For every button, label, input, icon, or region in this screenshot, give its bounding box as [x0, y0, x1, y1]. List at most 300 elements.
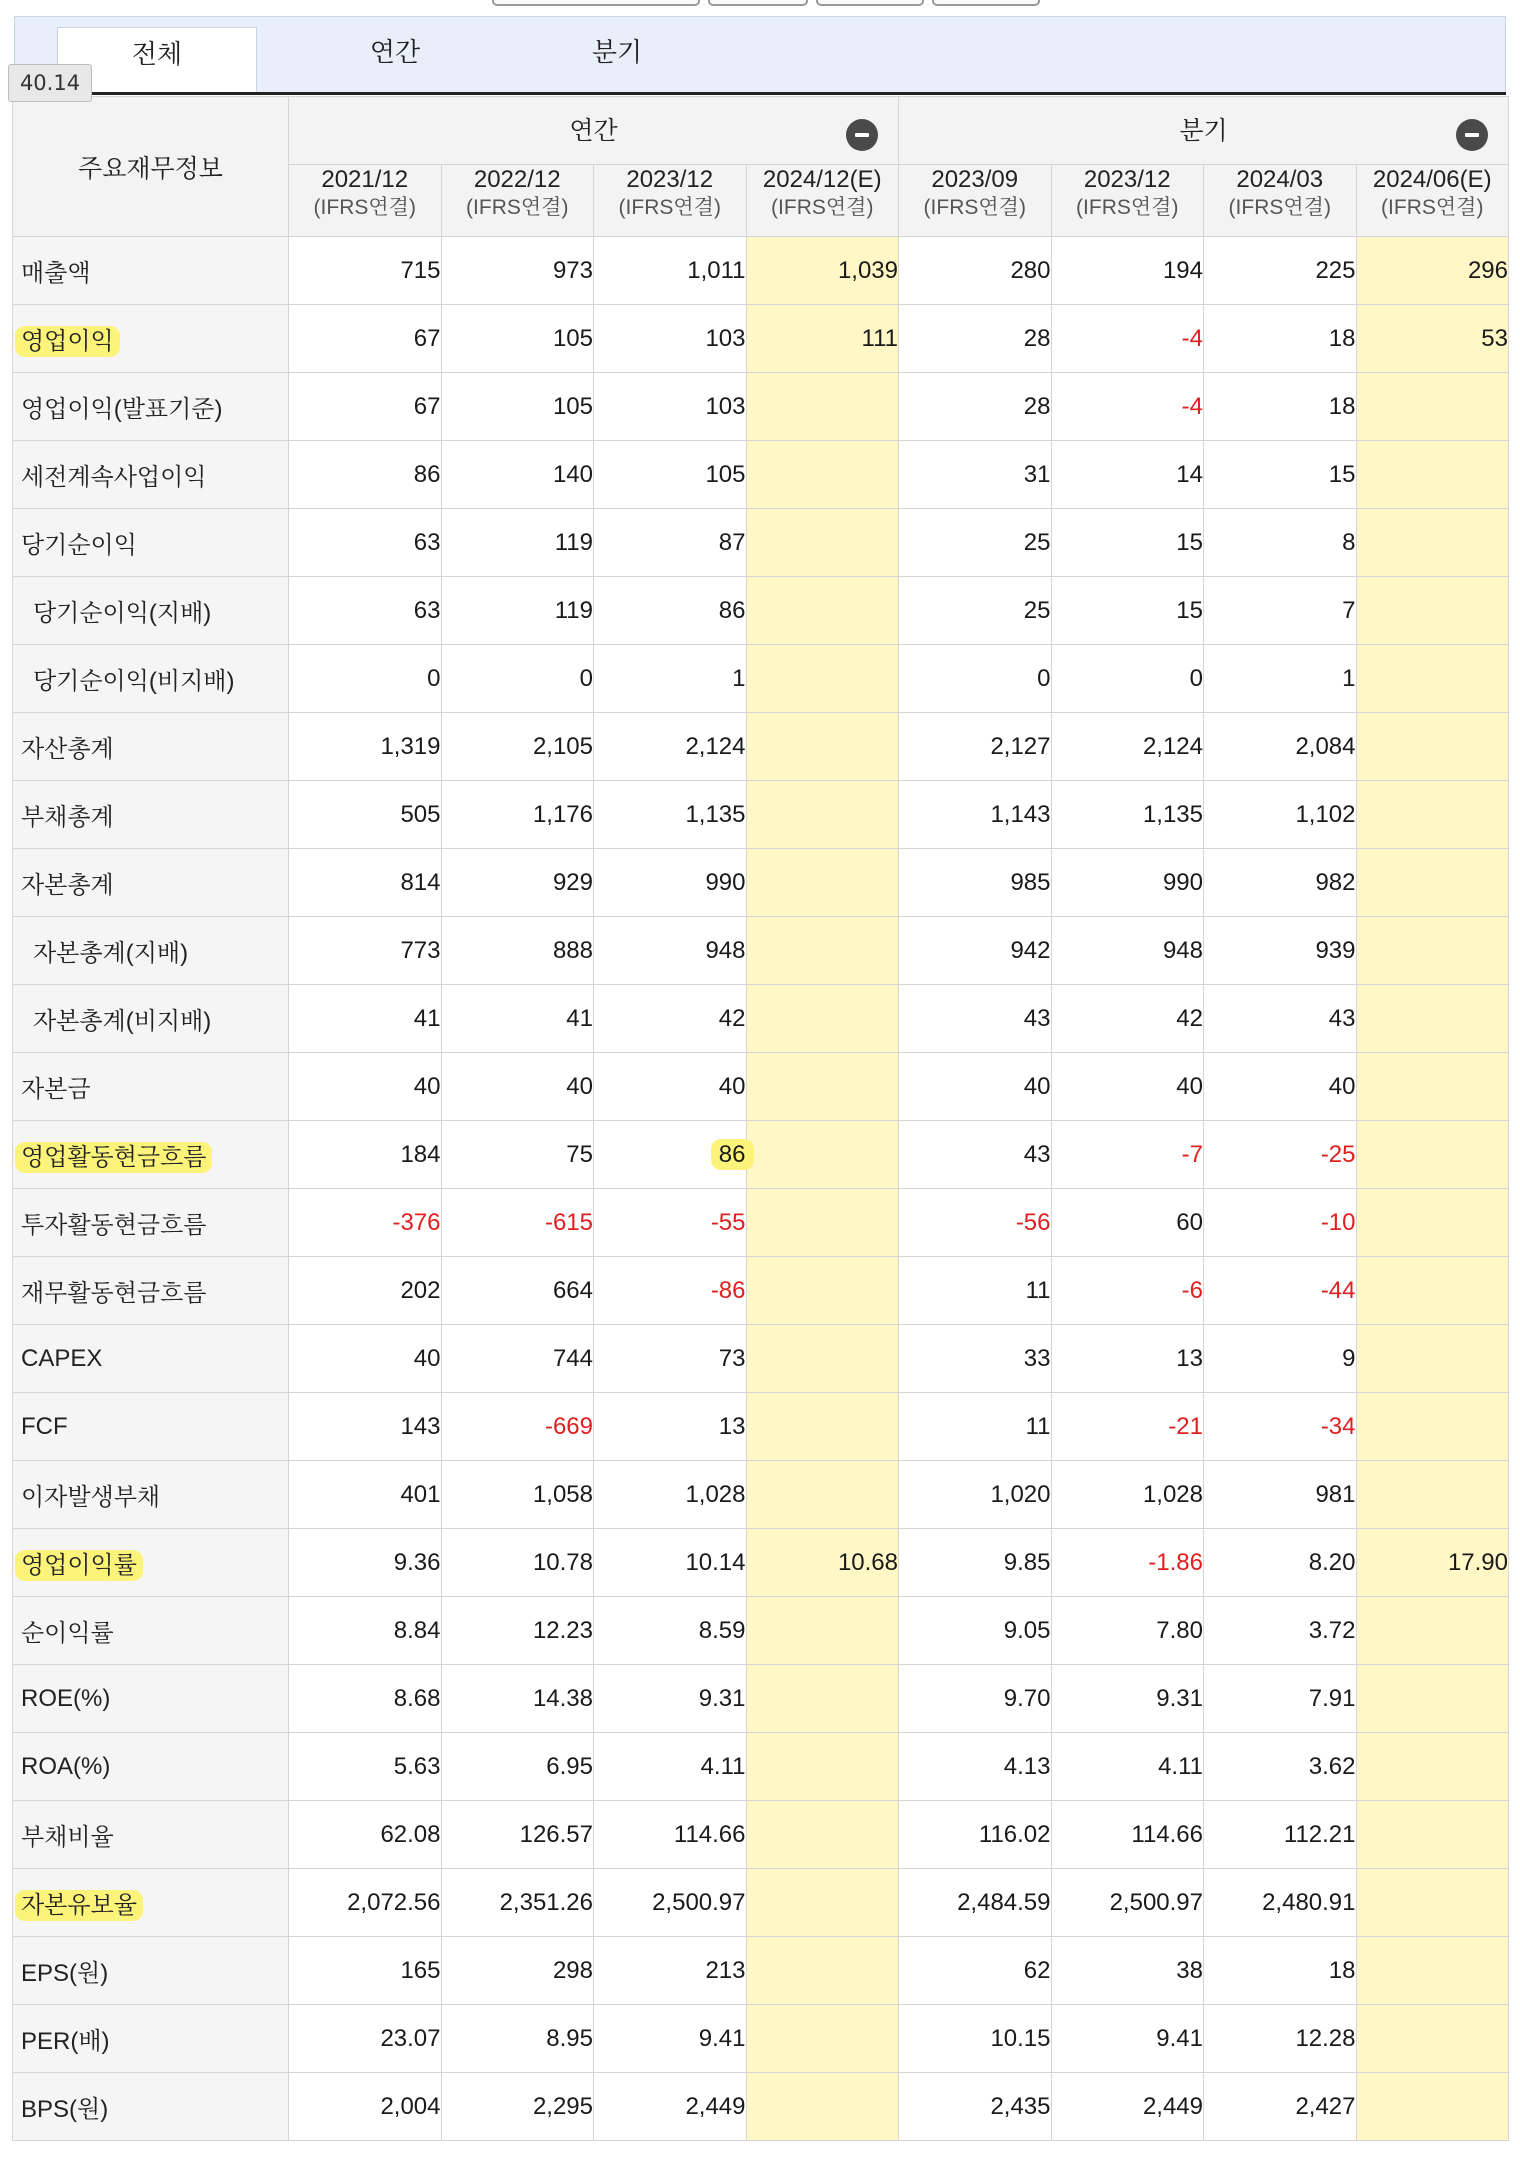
table-cell: [1204, 1121, 1357, 1189]
table-cell: [1051, 509, 1204, 577]
table-cell: [594, 2073, 747, 2141]
table-cell: [441, 1937, 594, 2005]
cell-value: 1,039: [837, 256, 898, 284]
toolbar-button[interactable]: [816, 0, 924, 6]
row-label[interactable]: [13, 1393, 289, 1461]
cell-value: 9.41: [1156, 2024, 1203, 2052]
table-cell: [899, 1937, 1052, 2005]
table-cell: [289, 1529, 442, 1597]
row-label[interactable]: [13, 2073, 289, 2141]
table-cell: [289, 1121, 442, 1189]
table-row: [13, 985, 1509, 1053]
cell-value: 8.20: [1308, 1548, 1356, 1576]
period-label: 2023/09: [931, 166, 1019, 193]
table-cell: [441, 305, 594, 373]
table-cell: [289, 1461, 442, 1529]
cell-value: 715: [400, 256, 441, 284]
cell-value: 773: [400, 936, 441, 964]
cell-value: 2,124: [685, 732, 746, 760]
cell-value: 42: [1176, 1004, 1203, 1032]
cell-value: 40: [566, 1072, 593, 1100]
table-cell: [1051, 1937, 1204, 2005]
row-label[interactable]: [13, 849, 289, 917]
row-label[interactable]: [13, 645, 289, 713]
cell-value: 202: [400, 1276, 441, 1304]
cell-value: 280: [1010, 256, 1051, 284]
table-cell: [289, 1869, 442, 1937]
row-label[interactable]: [13, 917, 289, 985]
table-cell: [1051, 1733, 1204, 1801]
table-cell: [746, 1121, 899, 1189]
table-cell: [594, 781, 747, 849]
table-row: [13, 441, 1509, 509]
table-cell: [594, 1869, 747, 1937]
cell-value: 1,028: [1142, 1480, 1203, 1508]
period-basis: (IFRS연결): [1381, 196, 1484, 219]
table-cell: [441, 1665, 594, 1733]
table-cell: [441, 1325, 594, 1393]
cell-value: 9.85: [1003, 1548, 1051, 1576]
cell-value: 9.05: [1003, 1616, 1051, 1644]
cell-value: 401: [400, 1480, 441, 1508]
table-cell: [289, 849, 442, 917]
row-label[interactable]: [13, 1189, 289, 1257]
cell-value: 112.21: [1283, 1820, 1356, 1848]
table-row: [13, 917, 1509, 985]
table-cell: [1204, 781, 1357, 849]
table-cell: [289, 1801, 442, 1869]
collapse-minus-icon[interactable]: [1456, 119, 1488, 151]
cell-value: 7.91: [1308, 1684, 1356, 1712]
period-label: 2022/12: [473, 166, 561, 193]
cell-value: 973: [552, 256, 593, 284]
cell-value: 990: [1162, 868, 1203, 896]
cell-value: 2,127: [990, 732, 1051, 760]
table-cell: [594, 849, 747, 917]
period-basis: (IFRS연결): [1076, 196, 1179, 219]
toolbar-button[interactable]: [708, 0, 808, 6]
cell-value: 948: [705, 936, 746, 964]
row-label-text: 자본총계(지배): [33, 940, 189, 967]
table-cell: [594, 305, 747, 373]
cell-value: 33: [1023, 1344, 1051, 1372]
cell-value: 86: [413, 460, 441, 488]
table-cell: [1356, 985, 1509, 1053]
row-label-text: 부채비율: [21, 1824, 114, 1851]
cell-value: -86: [710, 1276, 746, 1304]
cell-value: 11: [1025, 1412, 1051, 1440]
table-cell: [746, 1189, 899, 1257]
table-cell: [441, 1053, 594, 1121]
table-row: [13, 1189, 1509, 1257]
row-label-text: 자산총계: [21, 736, 114, 763]
table-cell: [594, 1597, 747, 1665]
cell-value: 14: [1176, 460, 1203, 488]
row-label-text: 영업활동현금흐름: [15, 1142, 212, 1173]
cell-value: 40: [718, 1072, 746, 1100]
toolbar-button[interactable]: [932, 0, 1040, 6]
cell-value: 28: [1023, 324, 1051, 352]
row-label[interactable]: [13, 1597, 289, 1665]
financial-summary-table: [12, 96, 1509, 2141]
table-cell: [899, 849, 1052, 917]
cell-value: 86: [711, 1139, 754, 1170]
cell-value: 114.66: [673, 1820, 746, 1848]
row-label[interactable]: [13, 1733, 289, 1801]
table-cell: [899, 1325, 1052, 1393]
cell-value: 8.68: [393, 1684, 441, 1712]
table-cell: [1051, 1257, 1204, 1325]
cell-value: 194: [1162, 256, 1203, 284]
table-row: [13, 781, 1509, 849]
table-cell: [746, 509, 899, 577]
period-label: 2021/12: [321, 166, 409, 193]
cell-value: 143: [400, 1412, 441, 1440]
tab-quarterly[interactable]: 분기: [591, 38, 643, 68]
table-cell: [746, 917, 899, 985]
table-row: [13, 1393, 1509, 1461]
row-label[interactable]: [13, 577, 289, 645]
cell-value: 2,427: [1295, 2092, 1356, 2120]
period-header: [899, 165, 1052, 237]
table-cell: [289, 1053, 442, 1121]
table-cell: [1204, 1189, 1357, 1257]
table-cell: [899, 1869, 1052, 1937]
table-row: [13, 849, 1509, 917]
cell-value: -34: [1320, 1412, 1356, 1440]
table-cell: [1051, 1325, 1204, 1393]
cell-value: 9.41: [698, 2024, 746, 2052]
row-label[interactable]: [13, 713, 289, 781]
row-label-text: FCF: [21, 1412, 68, 1440]
cell-value: 12.23: [532, 1616, 593, 1644]
table-cell: [899, 1801, 1052, 1869]
period-basis: (IFRS연결): [618, 196, 721, 219]
table-cell: [441, 1529, 594, 1597]
row-label[interactable]: [13, 441, 289, 509]
row-label[interactable]: [13, 1529, 289, 1597]
table-cell: [1051, 373, 1204, 441]
table-row: [13, 2073, 1509, 2141]
row-label[interactable]: [13, 509, 289, 577]
row-label[interactable]: [13, 1121, 289, 1189]
table-cell: [1204, 1529, 1357, 1597]
table-row: [13, 1801, 1509, 1869]
table-cell: [899, 917, 1052, 985]
cell-value: 12.28: [1295, 2024, 1356, 2052]
table-cell: [1356, 1121, 1509, 1189]
table-cell: [1356, 1801, 1509, 1869]
table-cell: [746, 1529, 899, 1597]
table-cell: [594, 2005, 747, 2073]
row-label[interactable]: [13, 373, 289, 441]
cell-value: 41: [413, 1004, 441, 1032]
cell-value: 62: [1023, 1956, 1051, 1984]
cell-value: 2,500.97: [652, 1888, 746, 1916]
row-label-text: 자본총계: [21, 872, 114, 899]
cell-value: 1: [1342, 664, 1356, 692]
cell-value: 1,319: [380, 732, 441, 760]
cell-value: 2,351.26: [499, 1888, 593, 1916]
table-cell: [1204, 373, 1357, 441]
row-label[interactable]: [13, 1325, 289, 1393]
cell-value: 13: [718, 1412, 746, 1440]
table-cell: [289, 237, 442, 305]
table-row: [13, 2005, 1509, 2073]
table-cell: [1051, 1665, 1204, 1733]
table-cell: [289, 985, 442, 1053]
table-cell: [899, 441, 1052, 509]
table-cell: [1356, 237, 1509, 305]
cell-value: 40: [413, 1344, 441, 1372]
row-label-text: 영업이익(발표기준): [21, 396, 223, 423]
tab-all[interactable]: 전체: [57, 27, 257, 94]
cell-value: 0: [579, 664, 593, 692]
row-label-text: 투자활동현금흐름: [21, 1212, 207, 1239]
table-cell: [1051, 577, 1204, 645]
cell-value: 7.80: [1156, 1616, 1203, 1644]
table-cell: [289, 1257, 442, 1325]
table-cell: [1356, 2073, 1509, 2141]
table-cell: [1051, 1189, 1204, 1257]
cell-value: 9.70: [1003, 1684, 1051, 1712]
cell-value: 25: [1023, 528, 1051, 556]
cell-value: 9: [1342, 1344, 1356, 1372]
table-cell: [1051, 1053, 1204, 1121]
cell-value: 3.62: [1308, 1752, 1356, 1780]
table-cell: [746, 1597, 899, 1665]
cell-value: -669: [544, 1412, 593, 1440]
table-cell: [594, 985, 747, 1053]
row-label-text: CAPEX: [21, 1344, 103, 1372]
table-cell: [594, 917, 747, 985]
table-cell: [441, 2005, 594, 2073]
cell-value: 105: [552, 324, 593, 352]
table-cell: [289, 917, 442, 985]
cell-value: 105: [552, 392, 593, 420]
table-cell: [899, 1121, 1052, 1189]
cell-value: 53: [1481, 324, 1508, 352]
row-label[interactable]: [13, 1937, 289, 2005]
table-cell: [1204, 1461, 1357, 1529]
table-cell: [441, 645, 594, 713]
table-cell: [289, 1597, 442, 1665]
cell-value: -55: [710, 1208, 746, 1236]
table-cell: [899, 713, 1052, 781]
table-cell: [594, 1393, 747, 1461]
toolbar-select[interactable]: [492, 0, 700, 6]
table-cell: [1356, 509, 1509, 577]
cell-value: 43: [1328, 1004, 1356, 1032]
cell-value: 10.15: [990, 2024, 1051, 2052]
cell-value: 985: [1010, 868, 1051, 896]
cell-value: 1,135: [685, 800, 746, 828]
table-row: [13, 1733, 1509, 1801]
table-cell: [1356, 1461, 1509, 1529]
row-label[interactable]: [13, 1869, 289, 1937]
cell-value: 2,105: [532, 732, 593, 760]
cell-value: -44: [1320, 1276, 1356, 1304]
row-label[interactable]: [13, 1665, 289, 1733]
table-cell: [441, 373, 594, 441]
table-cell: [1356, 577, 1509, 645]
corner-header: 주요재무정보: [13, 97, 289, 237]
row-label[interactable]: [13, 1801, 289, 1869]
table-cell: [1204, 1597, 1357, 1665]
table-cell: [441, 2073, 594, 2141]
cell-value: 814: [400, 868, 441, 896]
table-cell: [441, 1461, 594, 1529]
cell-value: 3.72: [1308, 1616, 1356, 1644]
table-cell: [1051, 1121, 1204, 1189]
table-row: [13, 1597, 1509, 1665]
table-cell: [1204, 917, 1357, 985]
row-label[interactable]: [13, 985, 289, 1053]
table-cell: [1204, 305, 1357, 373]
row-label[interactable]: [13, 237, 289, 305]
table-row: [13, 237, 1509, 305]
cell-value: 75: [566, 1140, 593, 1168]
table-cell: [441, 1257, 594, 1325]
cell-value: 664: [552, 1276, 593, 1304]
row-label[interactable]: [13, 1257, 289, 1325]
cell-value: 9.31: [1156, 1684, 1203, 1712]
cell-value: 1,176: [532, 800, 593, 828]
table-row: [13, 1529, 1509, 1597]
table-cell: [289, 305, 442, 373]
table-cell: [899, 373, 1052, 441]
table-cell: [1204, 441, 1357, 509]
cell-value: -10: [1320, 1208, 1356, 1236]
cell-value: 2,484.59: [957, 1888, 1051, 1916]
table-cell: [746, 849, 899, 917]
table-cell: [899, 1189, 1052, 1257]
table-cell: [1356, 305, 1509, 373]
cell-value: 184: [400, 1140, 441, 1168]
cell-value: 86: [718, 596, 746, 624]
cell-value: 1,020: [990, 1480, 1051, 1508]
table-cell: [289, 509, 442, 577]
table-cell: [441, 441, 594, 509]
row-label[interactable]: [13, 2005, 289, 2073]
table-row: [13, 1665, 1509, 1733]
table-cell: [1051, 1461, 1204, 1529]
cell-value: 140: [552, 460, 593, 488]
cell-value: 23.07: [380, 2024, 441, 2052]
cell-value: -1.86: [1148, 1548, 1203, 1576]
cell-value: 2,295: [532, 2092, 593, 2120]
cell-value: 888: [552, 936, 593, 964]
table-cell: [289, 1393, 442, 1461]
cell-value: 942: [1010, 936, 1051, 964]
tab-annual[interactable]: 연간: [369, 38, 421, 68]
table-cell: [1356, 1189, 1509, 1257]
cell-value: 1,058: [532, 1480, 593, 1508]
table-cell: [594, 1325, 747, 1393]
table-cell: [1204, 713, 1357, 781]
table-cell: [899, 1257, 1052, 1325]
period-label: 2023/12: [626, 166, 714, 193]
table-cell: [899, 1461, 1052, 1529]
row-label[interactable]: [13, 1053, 289, 1121]
cell-value: 225: [1315, 256, 1356, 284]
table-row: [13, 1461, 1509, 1529]
period-label: 2024/06(E): [1372, 166, 1492, 193]
row-label[interactable]: [13, 305, 289, 373]
period-tab-bar: [14, 16, 1506, 92]
cell-value: -4: [1181, 324, 1203, 352]
table-row: [13, 1937, 1509, 2005]
cell-value: 1,102: [1295, 800, 1356, 828]
cell-value: 15: [1176, 528, 1203, 556]
period-basis: (IFRS연결): [313, 196, 416, 219]
cell-value: 2,500.97: [1109, 1888, 1203, 1916]
row-label[interactable]: [13, 1461, 289, 1529]
table-cell: [594, 1053, 747, 1121]
cell-value: 114.66: [1131, 1820, 1203, 1848]
cell-value: 62.08: [380, 1820, 441, 1848]
table-cell: [746, 1733, 899, 1801]
cell-value: 4.13: [1003, 1752, 1051, 1780]
cell-value: 744: [552, 1344, 593, 1372]
table-cell: [1204, 577, 1357, 645]
cell-value: 119: [554, 596, 593, 624]
row-label[interactable]: [13, 781, 289, 849]
period-label: 2023/12: [1083, 166, 1171, 193]
table-cell: [1051, 1597, 1204, 1665]
table-cell: [594, 1801, 747, 1869]
cell-value: 73: [718, 1344, 746, 1372]
table-cell: [899, 1733, 1052, 1801]
table-cell: [594, 441, 747, 509]
period-label: 2024/03: [1236, 166, 1324, 193]
row-label-text: 세전계속사업이익: [21, 464, 207, 491]
table-cell: [441, 781, 594, 849]
table-cell: [899, 781, 1052, 849]
cell-value: 1: [732, 664, 746, 692]
row-label-text: BPS(원): [21, 2096, 109, 2123]
table-cell: [594, 509, 747, 577]
table-row: [13, 1325, 1509, 1393]
period-basis: (IFRS연결): [466, 196, 569, 219]
table-cell: [1051, 2073, 1204, 2141]
group-label: 연간: [569, 116, 618, 145]
group-header-annual: [289, 97, 899, 165]
cell-value: 296: [1467, 256, 1508, 284]
table-cell: [1356, 2005, 1509, 2073]
cell-value: 63: [413, 528, 441, 556]
table-cell: [441, 985, 594, 1053]
cell-value: 40: [413, 1072, 441, 1100]
table-cell: [1051, 917, 1204, 985]
table-cell: [1051, 849, 1204, 917]
table-cell: [899, 237, 1052, 305]
cell-value: 8: [1342, 528, 1356, 556]
collapse-minus-icon[interactable]: [846, 119, 878, 151]
cell-value: 67: [413, 392, 441, 420]
row-label-text: 영업이익률: [15, 1550, 143, 1581]
cell-value: 126.57: [519, 1820, 593, 1848]
cell-value: 982: [1315, 868, 1356, 896]
cell-value: 105: [705, 460, 746, 488]
cell-value: 40: [1023, 1072, 1051, 1100]
table-cell: [1356, 917, 1509, 985]
table-cell: [1204, 2073, 1357, 2141]
row-label-text: 이자발생부채: [21, 1484, 161, 1511]
table-cell: [746, 577, 899, 645]
row-label-text: 당기순이익(비지배): [33, 668, 235, 695]
cell-value: 8.84: [393, 1616, 441, 1644]
